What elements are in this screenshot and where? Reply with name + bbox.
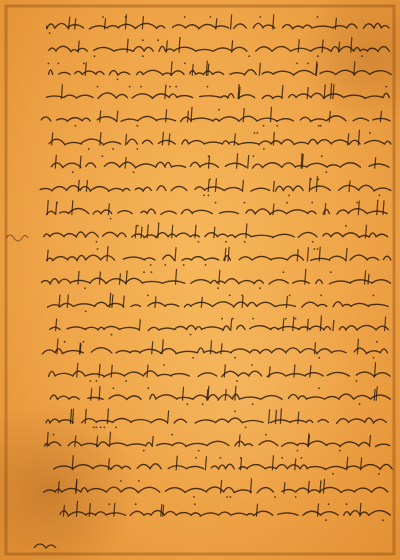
manuscript-line: [42, 269, 391, 289]
manuscript-line: [47, 247, 391, 266]
manuscript-line: [45, 432, 390, 451]
manuscript-line: [49, 38, 389, 58]
manuscript-line: [50, 316, 389, 336]
manuscript-line: [49, 363, 390, 382]
manuscript-line: [50, 386, 390, 405]
manuscript-line: [49, 130, 391, 150]
manuscript-line: [48, 61, 392, 80]
manuscript-line: [44, 223, 388, 243]
manuscript-line: [47, 200, 388, 219]
manuscript-line: [40, 177, 391, 197]
manuscript-line: [60, 501, 390, 521]
manuscript-line: [48, 293, 389, 312]
manuscript-line: [54, 456, 392, 475]
manuscript-line: [47, 15, 389, 34]
manuscript-line: [44, 479, 388, 498]
marginal-note-icon: [6, 235, 28, 241]
manuscript-line: [47, 84, 390, 99]
manuscript-line: [51, 154, 389, 174]
footer-mark-icon: [34, 544, 56, 548]
manuscript-line: [46, 409, 386, 429]
manuscript-line: [41, 107, 390, 127]
manuscript-line: [42, 339, 387, 359]
